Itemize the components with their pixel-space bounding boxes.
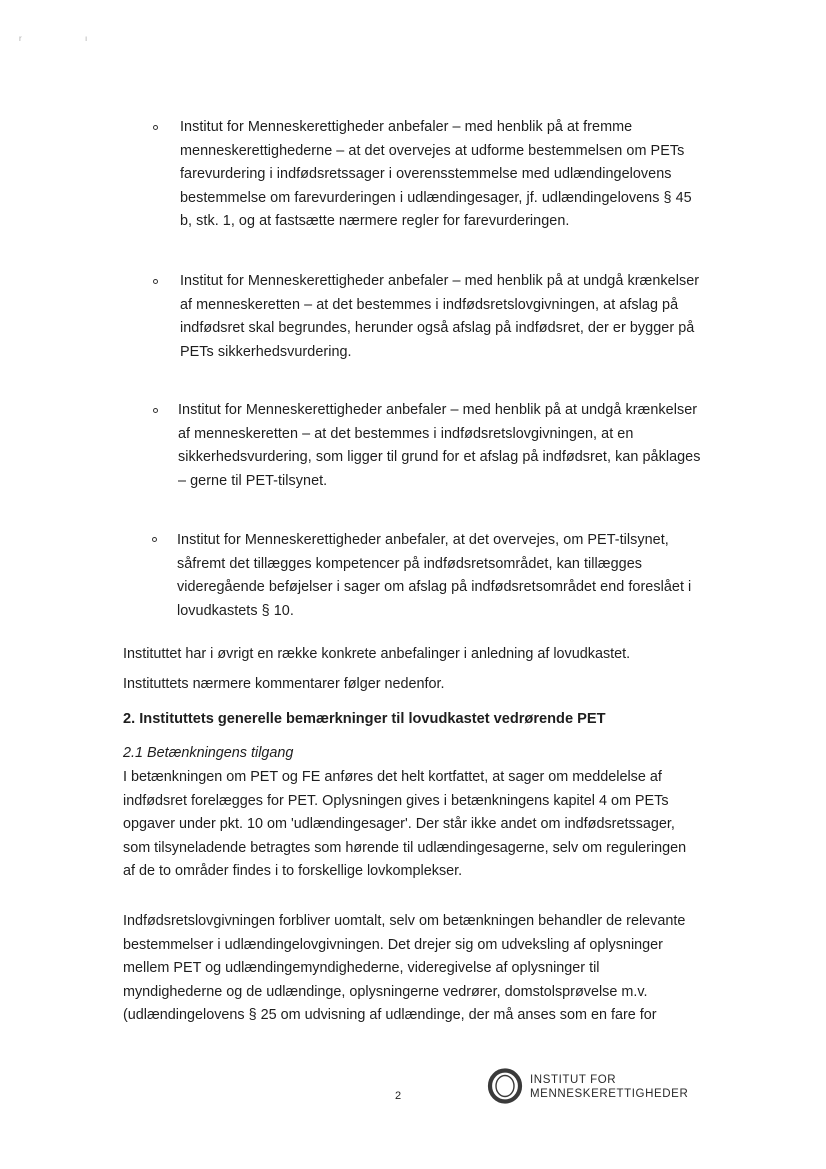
text-line: bestemmelser i udlændingelovgivningen. Det drejer sig om udveksling af oplysninger bbox=[123, 936, 663, 953]
text-line: Institut for Menneskerettigheder anbefaler – med henblik på at undgå krænkelser bbox=[180, 273, 700, 289]
text-line: videregående beføjelser i sager om afslag på indfødsretsområdet end foreslået i bbox=[177, 579, 692, 596]
text-line: menneskerettighederne – at det overvejes at udforme bestemmelsen om PETs bbox=[180, 142, 685, 159]
text-line: sikkerhedsvurdering, som ligger til grund for et afslag på indfødsret, kan påklages bbox=[178, 449, 701, 466]
scan-mark: r bbox=[19, 34, 22, 43]
subsection-heading: 2.1 Betænkningens tilgang bbox=[123, 745, 294, 761]
text-line: – gerne til PET-tilsynet. bbox=[178, 472, 328, 489]
recommendation-text bbox=[180, 270, 700, 364]
text-line: bestemmelse om farevurderingen i udlændingesager, jf. udlændingelovens § 45 bbox=[180, 189, 692, 206]
text-line: Indfødsretslovgivningen forbliver uomtalt, selv om betænkningen behandler de relevante bbox=[123, 913, 686, 929]
bullet-marker-icon bbox=[153, 125, 158, 130]
logo-line: MENNESKERETTIGHEDER bbox=[530, 1088, 689, 1100]
text-line: Institut for Menneskerettigheder anbefaler – med henblik på at undgå krænkelser bbox=[178, 402, 698, 418]
body-paragraph bbox=[123, 766, 686, 884]
text-line: myndighederne og de udlændinge, oplysningerne vedrører, domstolsprøvelse m.v. bbox=[123, 983, 648, 1000]
text-line: af menneskeretten – at det bestemmes i indfødsretslovgivningen, at afslag på bbox=[180, 296, 679, 313]
text-line: lovudkastets § 10. bbox=[177, 602, 294, 619]
text-line: af de to områder findes i to forskellige lovkomplekser. bbox=[123, 863, 463, 880]
institute-logo bbox=[487, 1068, 687, 1108]
institute-logo-icon bbox=[487, 1068, 523, 1104]
text-line: Institut for Menneskerettigheder anbefaler – med henblik på at fremme bbox=[180, 119, 633, 135]
recommendation-text bbox=[178, 399, 701, 493]
scan-mark: ı bbox=[85, 34, 88, 43]
text-line: PETs sikkerhedsvurdering. bbox=[180, 343, 352, 360]
text-line: Institut for Menneskerettigheder anbefaler, at det overvejes, om PET-tilsynet, bbox=[177, 532, 669, 548]
recommendation-text bbox=[177, 529, 697, 623]
institute-logo-text bbox=[530, 1073, 688, 1101]
text-line: farevurdering i indfødsretssager i overensstemmelse med udlændingelovens bbox=[180, 166, 672, 183]
body-paragraph bbox=[123, 910, 685, 1028]
paragraph-comments-follow: Instituttets nærmere kommentarer følger nedenfor. bbox=[123, 676, 445, 692]
text-line: (udlændingelovens § 25 om udvisning af udlændinge, der må anses som en fare for bbox=[123, 1007, 657, 1024]
text-line: som tilsyneladende betragtes som hørende til udlændingesagerne, selv om reguleringen bbox=[123, 839, 687, 856]
bullet-marker-icon bbox=[152, 537, 157, 542]
text-line: b, stk. 1, og at fastsætte nærmere regler for farevurderingen. bbox=[180, 213, 570, 230]
text-line: I betænkningen om PET og FE anføres det helt kortfattet, at sager om meddelelse af bbox=[123, 769, 662, 785]
bullet-marker-icon bbox=[153, 279, 158, 284]
text-line: opgaver under pkt. 10 om 'udlændingesager'. Der står ikke andet om indfødsretssager, bbox=[123, 816, 675, 833]
section-heading: 2. Instituttets generelle bemærkninger til lovudkastet vedrørende PET bbox=[123, 711, 606, 727]
text-line: såfremt det tillægges kompetencer på indfødsretsområdet, kan tillægges bbox=[177, 555, 643, 572]
text-line: indfødsret skal begrundes, herunder også afslag på indfødsret, der er bygger på bbox=[180, 320, 695, 337]
recommendation-text bbox=[180, 116, 700, 234]
paragraph-other-recommendations: Instituttet har i øvrigt en række konkrete anbefalinger i anledning af lovudkastet. bbox=[123, 646, 631, 662]
text-line: mellem PET og udlændingemyndighederne, videregivelse af oplysninger til bbox=[123, 960, 600, 977]
text-line: af menneskeretten – at det bestemmes i indfødsretslovgivningen, at en bbox=[178, 425, 634, 442]
text-line: indfødsret forelægges for PET. Oplysningen gives i betænkningens kapitel 4 om PETs bbox=[123, 792, 669, 809]
page-number: 2 bbox=[395, 1090, 402, 1102]
logo-line: INSTITUT FOR bbox=[530, 1074, 617, 1086]
bullet-marker-icon bbox=[153, 408, 158, 413]
